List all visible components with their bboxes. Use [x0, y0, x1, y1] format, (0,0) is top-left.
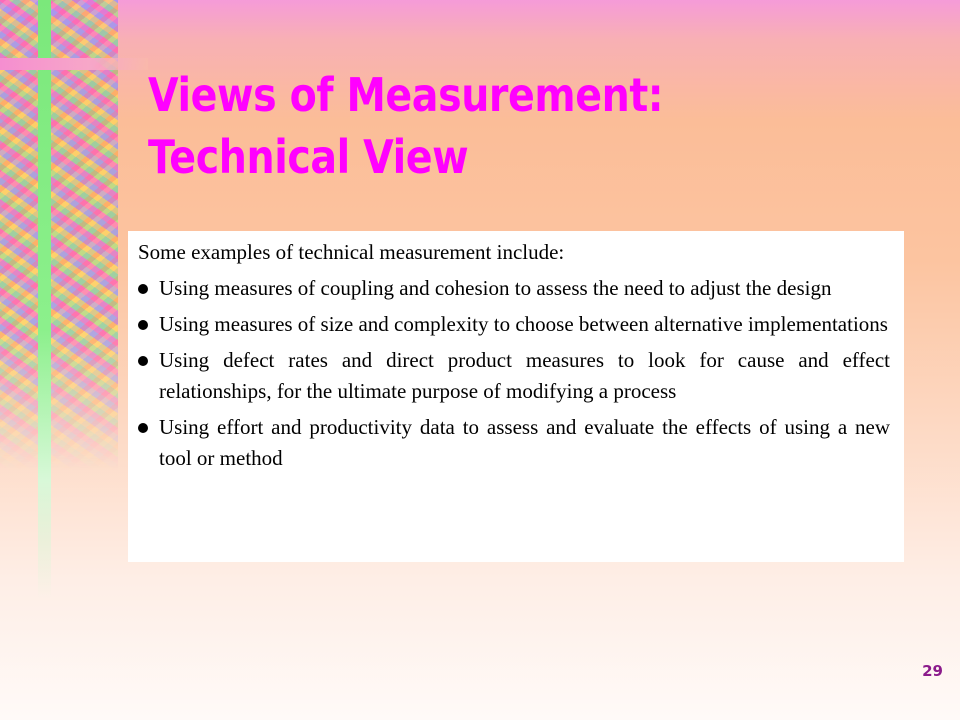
- bullet-item: Using defect rates and direct product measures to look for cause and effect relationships, for the ultimate purpose of modifying a process: [138, 345, 890, 407]
- bullet-item: Using effort and productivity data to assess and evaluate the effects of using a new tool or method: [138, 412, 890, 474]
- bullet-list: [138, 273, 890, 474]
- slide-title-line-2: Technical View: [148, 130, 469, 184]
- horizontal-accent-bar: [0, 58, 148, 70]
- intro-text: Some examples of technical measurement include:: [138, 240, 565, 264]
- decorative-pattern-strip: [0, 0, 118, 470]
- bullet-item: Using measures of size and complexity to choose between alternative implementations: [138, 309, 890, 340]
- slide-title: [148, 64, 663, 188]
- bullet-item: Using measures of coupling and cohesion to assess the need to adjust the design: [138, 273, 890, 304]
- vertical-accent-bar: [38, 0, 51, 600]
- content-box: [128, 231, 904, 562]
- slide-title-line-1: Views of Measurement:: [148, 68, 664, 122]
- page-number: 29: [922, 662, 943, 680]
